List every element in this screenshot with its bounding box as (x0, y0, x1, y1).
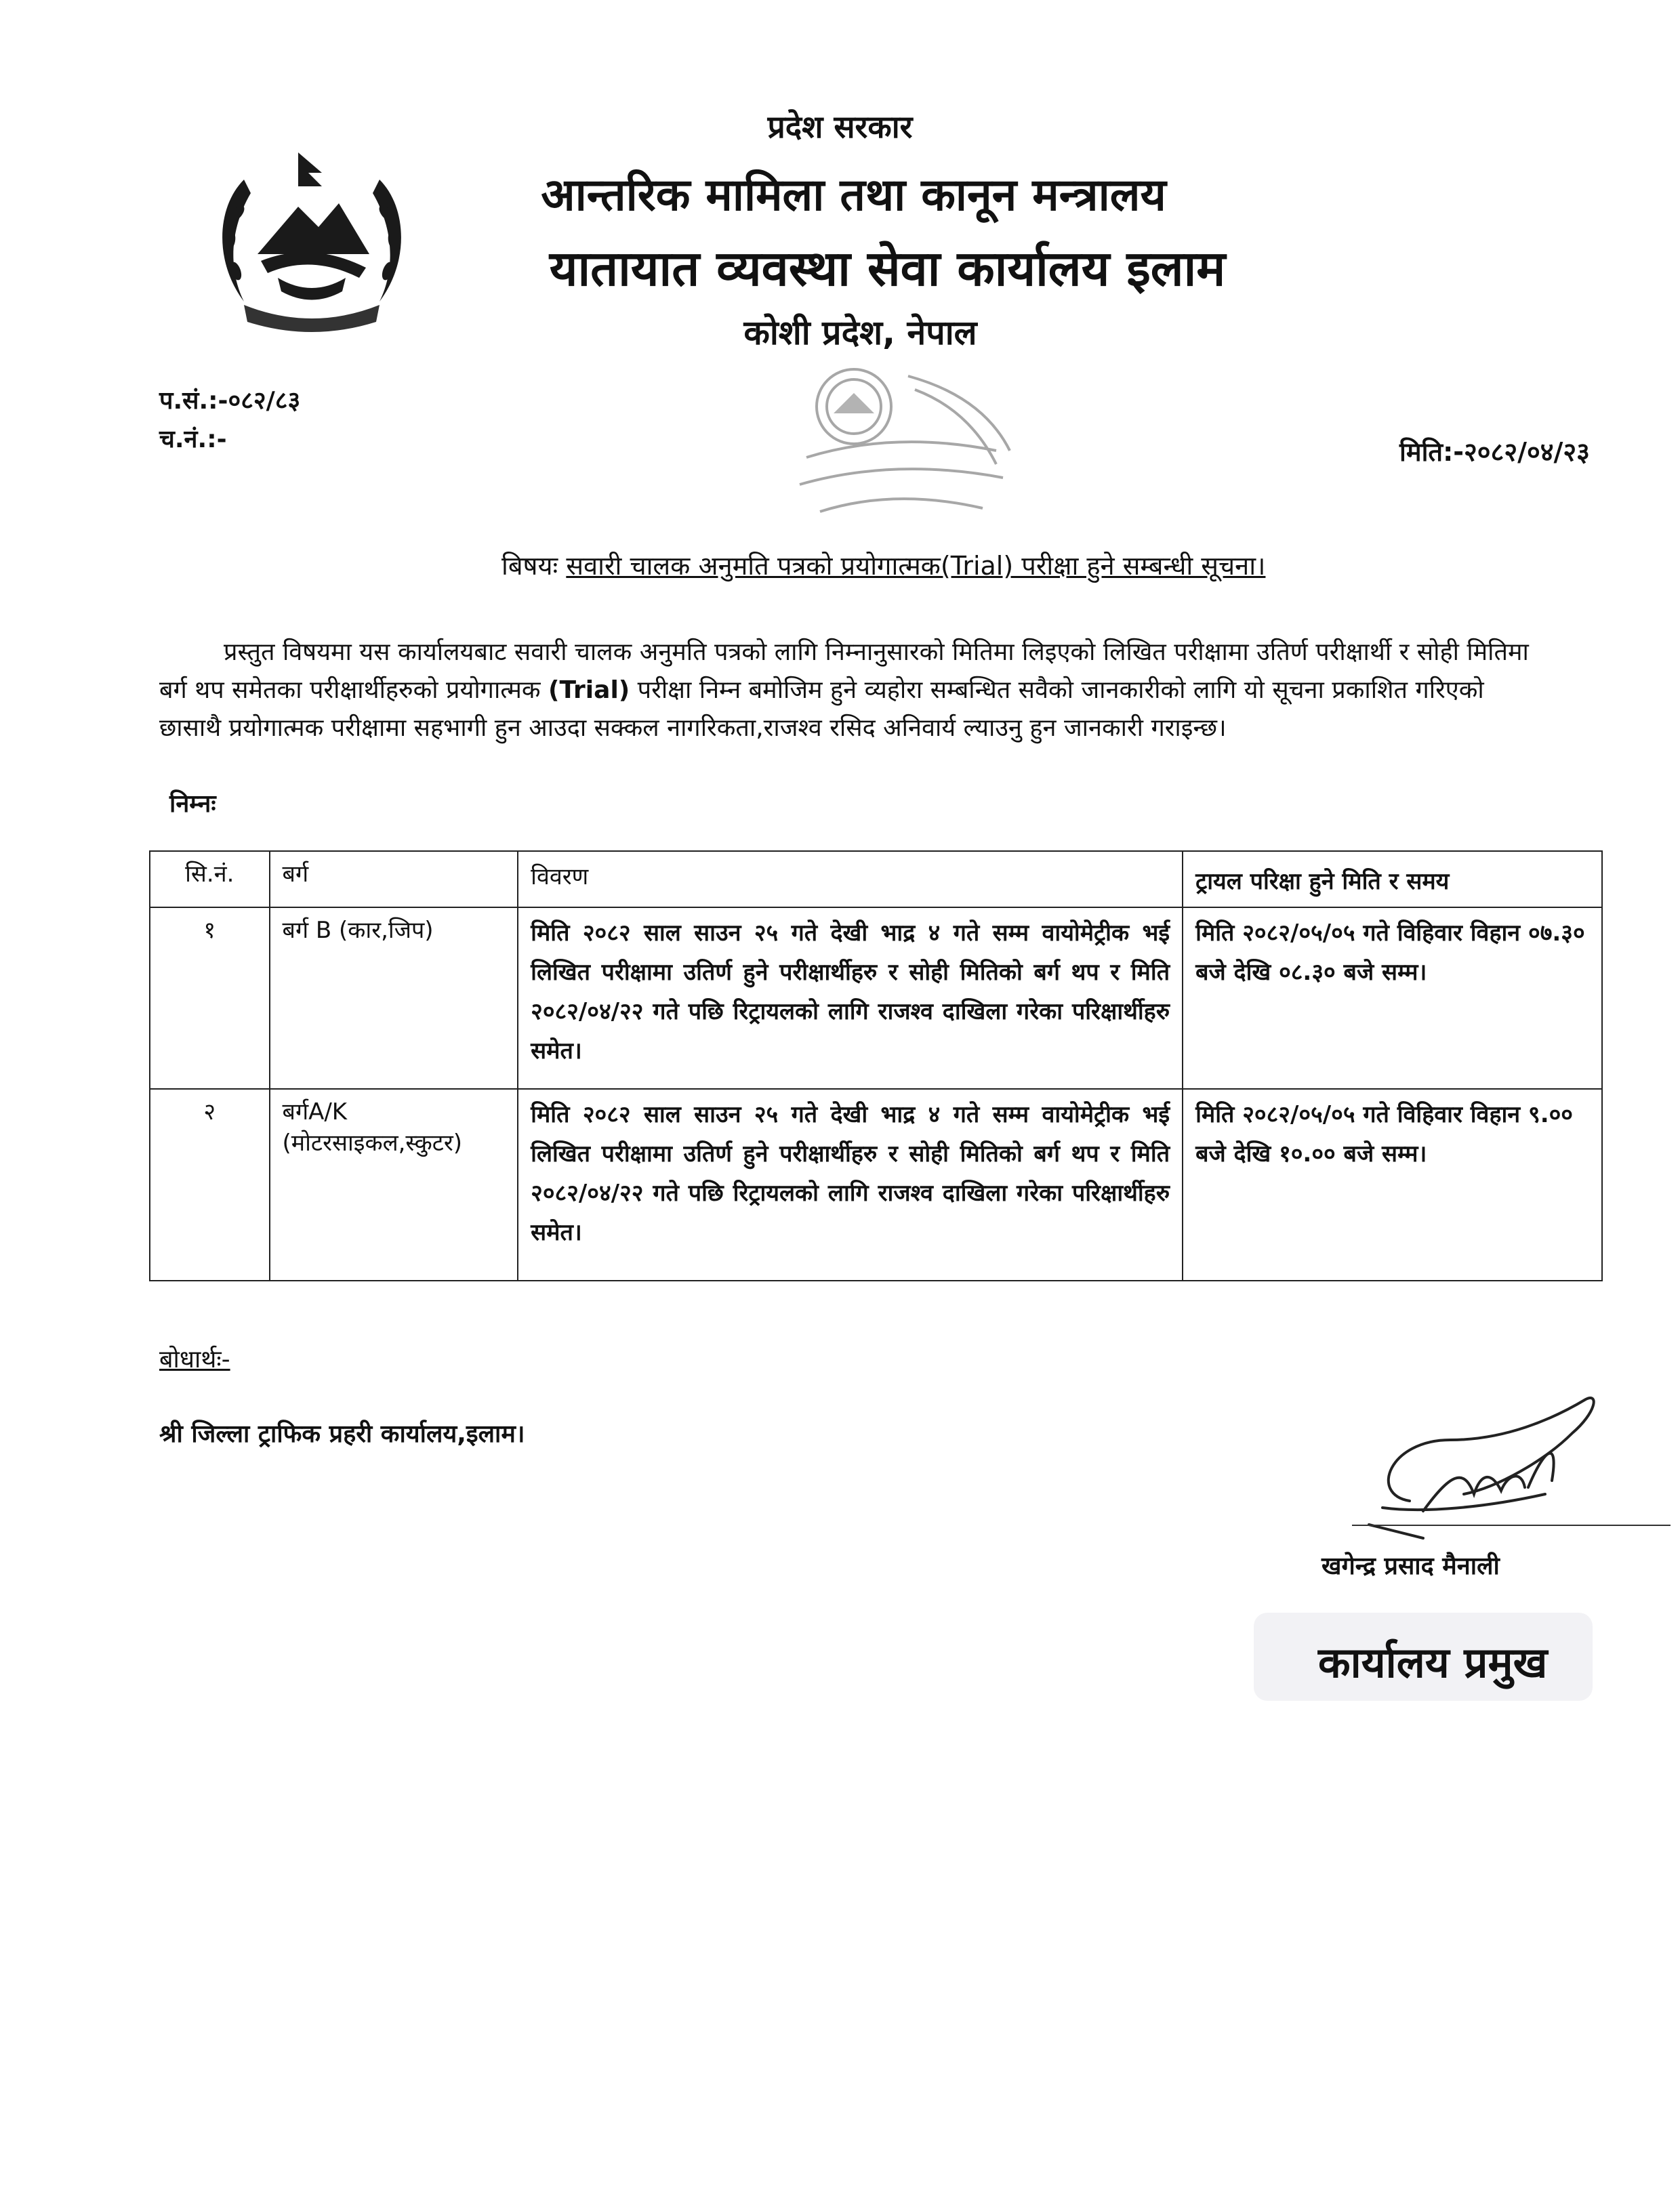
category-label: बर्गA/K (282, 1098, 348, 1126)
table-row (150, 907, 1602, 1089)
letter-number: प.सं.:-०८२/८३ (159, 387, 301, 415)
column-header-category: बर्ग (270, 851, 518, 907)
category-label: बर्ग B (कार,जिप) (282, 917, 434, 944)
cell-sn: १ (150, 907, 270, 1089)
table-header-row (150, 851, 1602, 907)
column-header-schedule: ट्रायल परिक्षा हुने मिति र समय (1183, 851, 1602, 907)
letter-date: मिति:-२०८२/०४/२३ (1399, 437, 1590, 467)
cc-label: बोधार्थः- (159, 1346, 230, 1374)
category-sublabel: (मोटरसाइकल,स्कुटर) (282, 1130, 463, 1157)
table-row (150, 1089, 1602, 1281)
cc-recipient: श्री जिल्ला ट्राफिक प्रहरी कार्यालय,इलाम। (159, 1420, 525, 1448)
cell-category (270, 1089, 518, 1281)
cell-category (270, 907, 518, 1089)
column-header-sn: सि.नं. (150, 851, 270, 907)
signature-line (1352, 1525, 1671, 1526)
notice-paragraph (159, 634, 1535, 747)
signer-name: खगेन्द्र प्रसाद मैनाली (1322, 1552, 1500, 1580)
paragraph-text-2: परीक्षा निम्न बमोजिम हुने व्यहोरा सम्बन्धित सवैको जानकारीको लागि यो सूचना प्रकाशित गरिएको छासाथै प्रयोगात्मक परीक्षामा सहभागी हुन आउदा सक्कल नागरिकता,राजश्व रसिद अनिवार्य ल्याउनु हुन जानकारी गराइन्छ। (159, 676, 1484, 742)
header-state-government: प्रदेश सरकार (767, 108, 913, 145)
cell-sn: २ (150, 1089, 270, 1281)
cell-schedule: मिति २०८२/०५/०५ गते विहिवार विहान ९.०० बजे देखि १०.०० बजे सम्म। (1183, 1089, 1602, 1281)
dispatch-number: च.नं.:- (159, 426, 227, 453)
cell-schedule: मिति २०८२/०५/०५ गते विहिवार विहान ०७.३० बजे देखि ०८.३० बजे सम्म। (1183, 907, 1602, 1089)
subject-line (501, 548, 1265, 583)
header-office: यातायात व्यवस्था सेवा कार्यालय इलाम (549, 240, 1226, 297)
list-intro: निम्नः (169, 790, 216, 818)
column-header-details: विवरण (518, 851, 1183, 907)
subject-text: सवारी चालक अनुमति पत्रको प्रयोगात्मक(Trial) परीक्षा हुने सम्बन्धी सूचना। (566, 551, 1266, 581)
paragraph-text-1: प्रस्तुत विषयमा यस कार्यालयबाट सवारी चालक अनुमति पत्रको लागि निम्नानुसारको मितिमा लिइएको लिखित परीक्षामा उतिर्ण परीक्षार्थी र सोही मितिमा बर्ग थप समेतका परीक्षार्थीहरुको प्रयोगात्मक (159, 638, 1529, 704)
header-ministry: आन्तरिक मामिला तथा कानून मन्त्रालय (541, 169, 1166, 221)
office-stamp-icon (779, 349, 1023, 545)
paragraph-trial-term: (Trial) (548, 676, 630, 704)
cell-details: मिति २०८२ साल साउन २५ गते देखी भाद्र ४ गते सम्म वायोमेट्रीक भई लिखित परीक्षामा उतिर्ण हुने परीक्षार्थीहरु र सोही मितिको बर्ग थप र मिति २०८२/०४/२२ गते पछि रिट्रायलको लागि राजश्व दाखिला गरेका परिक्षार्थीहरु समेत। (518, 907, 1183, 1089)
cell-details: मिति २०८२ साल साउन २५ गते देखी भाद्र ४ गते सम्म वायोमेट्रीक भई लिखित परीक्षामा उतिर्ण हुने परीक्षार्थीहरु र सोही मितिको बर्ग थप र मिति २०८२/०४/२२ गते पछि रिट्रायलको लागि राजश्व दाखिला गरेका परिक्षार्थीहरु समेत। (518, 1089, 1183, 1281)
subject-label: बिषयः (501, 551, 558, 581)
signer-designation: कार्यालय प्रमुख (1318, 1638, 1548, 1687)
header-province: कोशी प्रदेश, नेपाल (743, 313, 977, 352)
trial-schedule-table (149, 850, 1603, 1281)
